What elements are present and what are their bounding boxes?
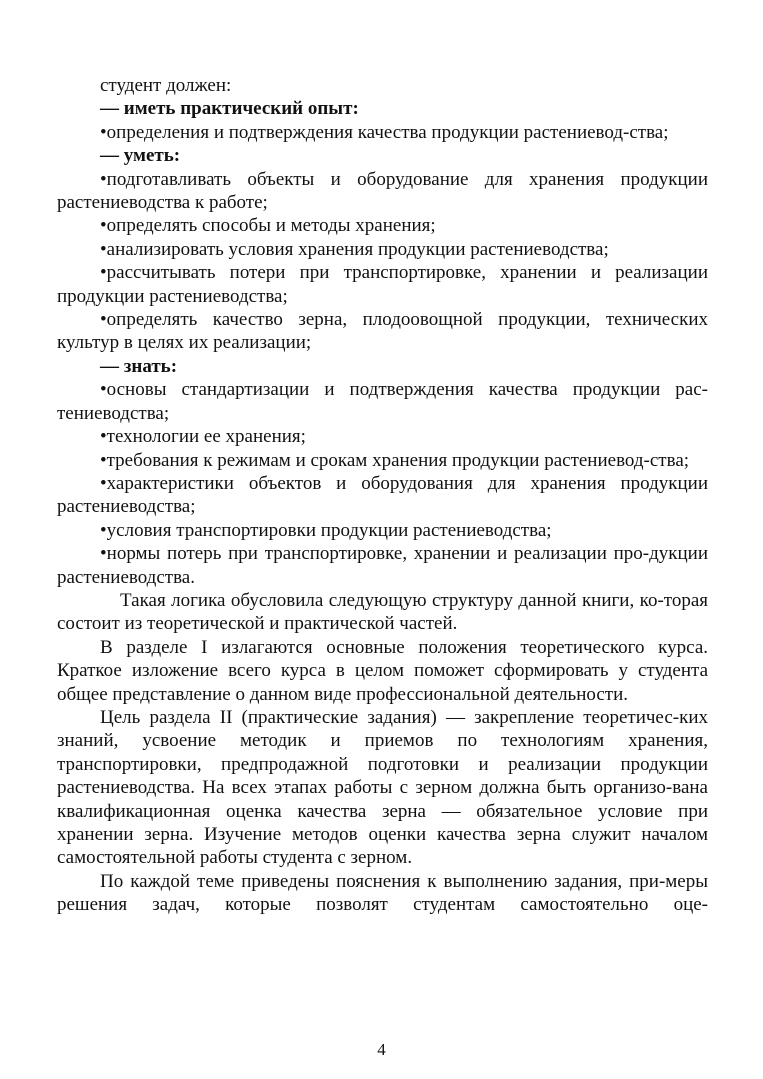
list-item: •определения и подтверждения качества продукции растениевод-ства; xyxy=(100,121,669,143)
list-item: •требования к режимам и срокам хранения продукции растениевод-ства; xyxy=(100,449,690,471)
page-number: 4 xyxy=(377,1040,386,1059)
section-heading-knowledge: — знать: xyxy=(100,355,178,377)
list-item: •анализировать условия хранения продукции растениеводства; xyxy=(100,238,609,260)
list-item: •определять качество зерна, плодоовощной продукции, технических культур в целях их реализации; xyxy=(57,309,708,354)
list-item: •основы стандартизации и подтверждения качества продукции рас-тениеводства; xyxy=(57,379,708,424)
paragraph: Такая логика обусловила следующую структуру данной книги, ко-торая состоит из теоретической и практической частей. xyxy=(57,589,708,635)
section-heading-experience: — иметь практический опыт: xyxy=(100,98,359,120)
page-body xyxy=(57,74,708,917)
list-item: •подготавливать объекты и оборудование для хранения продукции растениеводства к работе; xyxy=(57,168,708,214)
list-item: •рассчитывать потери при транспортировке, хранении и реализации продукции растениеводства; xyxy=(57,262,708,307)
list-item: •нормы потерь при транспортировке, хранении и реализации про-дукции растениеводства. xyxy=(57,543,708,588)
paragraph: По каждой теме приведены пояснения к выполнению задания, при-меры решения задач, которые позволят студентам самостоятельно оце- xyxy=(57,870,708,916)
paragraph: Цель раздела II (практические задания) — закрепление теоретичес-ких знаний, усвоение методик и приемов по технологиям хранения, транспортировки, предпродажной подготовки и реализации продукции растениеводства. На всех этапах работы с зерном должна быть организо-вана квалификационная оценка качества зерна — обязательное условие при хранении зерна. Изучение методов оценки качества зерна служит началом самостоятельной работы студента с зерном. xyxy=(57,706,708,869)
list-item: •условия транспортировки продукции растениеводства; xyxy=(100,519,552,541)
list-item: •определять способы и методы хранения; xyxy=(100,215,436,237)
section-heading-skills: — уметь: xyxy=(100,145,181,167)
list-item: •характеристики объектов и оборудования для хранения продукции растениеводства; xyxy=(57,472,708,518)
paragraph: студент должен: xyxy=(100,75,232,96)
list-item: •технологии ее хранения; xyxy=(100,426,306,448)
paragraph: В разделе I излагаются основные положения теоретического курса. Краткое изложение всего курса в целом поможет сформировать у студента общее представление о данном виде профессиональной деятельности. xyxy=(57,636,708,705)
